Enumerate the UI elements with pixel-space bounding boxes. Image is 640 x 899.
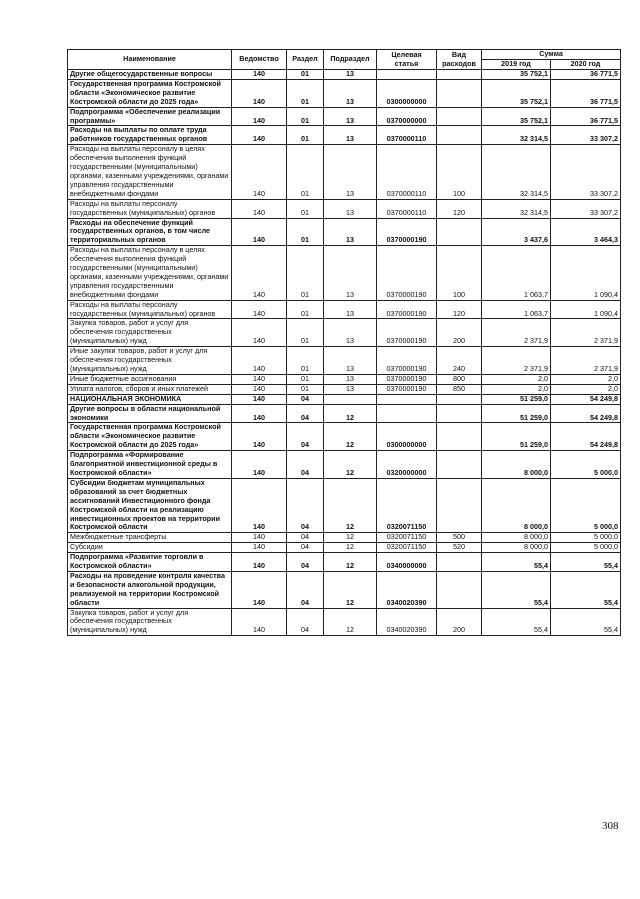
cell-dept: 140 xyxy=(232,608,287,636)
table-row xyxy=(68,553,621,572)
table-row xyxy=(68,533,621,543)
cell-name: Межбюджетные трансферты xyxy=(68,533,232,543)
cell-dept: 140 xyxy=(232,199,287,218)
cell-dept: 140 xyxy=(232,107,287,126)
table-row xyxy=(68,300,621,319)
cell-sum-2020: 5 000,0 xyxy=(551,533,621,543)
cell-subsection: 13 xyxy=(324,300,377,319)
cell-kind: 500 xyxy=(437,533,482,543)
cell-section: 04 xyxy=(287,394,324,404)
cell-subsection: 12 xyxy=(324,553,377,572)
table-row xyxy=(68,571,621,608)
cell-dept: 140 xyxy=(232,70,287,80)
cell-name: Иные бюджетные ассигнования xyxy=(68,374,232,384)
cell-kind xyxy=(437,394,482,404)
table-row xyxy=(68,394,621,404)
col-header-dept: Ведомство xyxy=(232,50,287,70)
cell-section: 01 xyxy=(287,300,324,319)
table-row xyxy=(68,451,621,479)
cell-name: Расходы на выплаты персоналу государственных (муниципальных) органов xyxy=(68,199,232,218)
cell-name: Государственная программа Костромской области «Экономическое развитие Костромской области до 2025 года» xyxy=(68,79,232,107)
cell-sum-2019: 32 314,5 xyxy=(482,145,551,199)
cell-sum-2019: 32 314,5 xyxy=(482,126,551,145)
cell-sum-2020: 5 000,0 xyxy=(551,543,621,553)
cell-name: Подпрограмма «Формирование благоприятной инвестиционной среды в Костромской области» xyxy=(68,451,232,479)
cell-kind: 800 xyxy=(437,374,482,384)
cell-name: Другие вопросы в области национальной экономики xyxy=(68,404,232,423)
cell-dept: 140 xyxy=(232,571,287,608)
cell-subsection: 13 xyxy=(324,218,377,246)
cell-sum-2019: 51 259,0 xyxy=(482,423,551,451)
cell-sum-2020: 55,4 xyxy=(551,571,621,608)
cell-subsection: 13 xyxy=(324,246,377,300)
cell-sum-2020: 36 771,5 xyxy=(551,70,621,80)
cell-dept: 140 xyxy=(232,404,287,423)
cell-subsection: 13 xyxy=(324,145,377,199)
cell-name: Подпрограмма «Развитие торговли в Костромской области» xyxy=(68,553,232,572)
cell-kind xyxy=(437,423,482,451)
cell-sum-2020: 36 771,5 xyxy=(551,79,621,107)
cell-kind xyxy=(437,218,482,246)
cell-sum-2019: 1 063,7 xyxy=(482,246,551,300)
cell-sum-2020: 55,4 xyxy=(551,553,621,572)
cell-sum-2020: 1 090,4 xyxy=(551,300,621,319)
cell-target: 0370000000 xyxy=(377,107,437,126)
cell-sum-2020: 55,4 xyxy=(551,608,621,636)
table-row xyxy=(68,145,621,199)
table-row xyxy=(68,79,621,107)
cell-sum-2019: 2 371,9 xyxy=(482,347,551,375)
col-header-2020: 2020 год xyxy=(551,60,621,70)
cell-target: 0370000110 xyxy=(377,199,437,218)
cell-sum-2019: 8 000,0 xyxy=(482,451,551,479)
cell-sum-2019: 35 752,1 xyxy=(482,70,551,80)
cell-kind: 520 xyxy=(437,543,482,553)
cell-subsection: 13 xyxy=(324,79,377,107)
cell-section: 01 xyxy=(287,347,324,375)
cell-target: 0370000190 xyxy=(377,374,437,384)
cell-target: 0340020390 xyxy=(377,608,437,636)
cell-sum-2020: 54 249,8 xyxy=(551,423,621,451)
cell-target: 0320071150 xyxy=(377,533,437,543)
cell-subsection: 13 xyxy=(324,107,377,126)
cell-name: Подпрограмма «Обеспечение реализации программы» xyxy=(68,107,232,126)
cell-section: 04 xyxy=(287,571,324,608)
cell-name: Другие общегосударственные вопросы xyxy=(68,70,232,80)
cell-target xyxy=(377,394,437,404)
cell-dept: 140 xyxy=(232,79,287,107)
table-row xyxy=(68,199,621,218)
cell-subsection: 12 xyxy=(324,533,377,543)
cell-section: 01 xyxy=(287,107,324,126)
cell-sum-2019: 51 259,0 xyxy=(482,394,551,404)
cell-kind xyxy=(437,571,482,608)
cell-subsection: 12 xyxy=(324,543,377,553)
cell-dept: 140 xyxy=(232,423,287,451)
cell-name: Субсидии бюджетам муниципальных образований за счет бюджетных ассигнований Инвестиционного фонда Костромской области на реализацию инвестиционных проектов на территории Костромской области xyxy=(68,478,232,532)
cell-sum-2020: 2 371,9 xyxy=(551,319,621,347)
cell-sum-2019: 8 000,0 xyxy=(482,478,551,532)
cell-subsection: 12 xyxy=(324,451,377,479)
cell-target: 0370000190 xyxy=(377,246,437,300)
cell-kind: 850 xyxy=(437,384,482,394)
cell-section: 01 xyxy=(287,126,324,145)
cell-subsection: 12 xyxy=(324,478,377,532)
cell-target: 0370000190 xyxy=(377,384,437,394)
cell-kind xyxy=(437,126,482,145)
cell-sum-2020: 36 771,5 xyxy=(551,107,621,126)
cell-name: Расходы на проведение контроля качества и безопасности алкогольной продукции, реализуемой на территории Костромской области xyxy=(68,571,232,608)
cell-sum-2020: 5 000,0 xyxy=(551,478,621,532)
cell-dept: 140 xyxy=(232,543,287,553)
cell-sum-2019: 55,4 xyxy=(482,571,551,608)
cell-section: 01 xyxy=(287,218,324,246)
table-row xyxy=(68,218,621,246)
cell-subsection: 12 xyxy=(324,423,377,451)
cell-sum-2020: 2 371,9 xyxy=(551,347,621,375)
cell-kind: 120 xyxy=(437,300,482,319)
cell-name: Субсидии xyxy=(68,543,232,553)
cell-sum-2020: 33 307,2 xyxy=(551,145,621,199)
cell-target: 0300000000 xyxy=(377,423,437,451)
cell-sum-2019: 2,0 xyxy=(482,384,551,394)
cell-section: 01 xyxy=(287,246,324,300)
cell-target: 0370000110 xyxy=(377,145,437,199)
cell-section: 01 xyxy=(287,384,324,394)
cell-dept: 140 xyxy=(232,218,287,246)
cell-sum-2020: 2,0 xyxy=(551,384,621,394)
cell-subsection: 12 xyxy=(324,608,377,636)
cell-target: 0320071150 xyxy=(377,543,437,553)
cell-name: Государственная программа Костромской области «Экономическое развитие Костромской области до 2025 года» xyxy=(68,423,232,451)
cell-section: 04 xyxy=(287,533,324,543)
cell-name: Уплата налогов, сборов и иных платежей xyxy=(68,384,232,394)
cell-section: 01 xyxy=(287,199,324,218)
cell-dept: 140 xyxy=(232,374,287,384)
cell-target: 0370000190 xyxy=(377,319,437,347)
cell-sum-2019: 35 752,1 xyxy=(482,107,551,126)
table-row xyxy=(68,347,621,375)
cell-subsection: 13 xyxy=(324,374,377,384)
cell-name: Закупка товаров, работ и услуг для обеспечения государственных (муниципальных) нужд xyxy=(68,608,232,636)
cell-dept: 140 xyxy=(232,553,287,572)
cell-name: Иные закупки товаров, работ и услуг для обеспечения государственных (муниципальных) нужд xyxy=(68,347,232,375)
cell-target xyxy=(377,404,437,423)
cell-sum-2020: 33 307,2 xyxy=(551,199,621,218)
cell-section: 01 xyxy=(287,319,324,347)
cell-subsection: 12 xyxy=(324,404,377,423)
col-header-sum: Сумма xyxy=(482,50,621,60)
cell-sum-2020: 3 464,3 xyxy=(551,218,621,246)
cell-section: 04 xyxy=(287,608,324,636)
budget-table xyxy=(67,49,621,636)
table-header xyxy=(68,50,621,70)
cell-subsection: 13 xyxy=(324,199,377,218)
cell-sum-2020: 33 307,2 xyxy=(551,126,621,145)
cell-section: 04 xyxy=(287,478,324,532)
cell-target: 0370000110 xyxy=(377,126,437,145)
cell-subsection: 12 xyxy=(324,571,377,608)
cell-sum-2019: 2 371,9 xyxy=(482,319,551,347)
cell-kind xyxy=(437,478,482,532)
cell-name: Расходы на обеспечение функций государственных органов, в том числе территориальных органов xyxy=(68,218,232,246)
cell-dept: 140 xyxy=(232,394,287,404)
cell-kind: 200 xyxy=(437,319,482,347)
cell-target: 0320071150 xyxy=(377,478,437,532)
table-body xyxy=(68,70,621,636)
cell-dept: 140 xyxy=(232,384,287,394)
cell-kind: 100 xyxy=(437,246,482,300)
cell-target xyxy=(377,70,437,80)
cell-sum-2020: 5 000,0 xyxy=(551,451,621,479)
cell-dept: 140 xyxy=(232,145,287,199)
table-row xyxy=(68,246,621,300)
cell-kind: 100 xyxy=(437,145,482,199)
col-header-name: Наименование xyxy=(68,50,232,70)
table-row xyxy=(68,543,621,553)
cell-section: 04 xyxy=(287,404,324,423)
cell-target: 0370000190 xyxy=(377,218,437,246)
table-row xyxy=(68,126,621,145)
cell-sum-2019: 1 063,7 xyxy=(482,300,551,319)
table-row xyxy=(68,70,621,80)
table-row xyxy=(68,319,621,347)
cell-subsection: 13 xyxy=(324,347,377,375)
cell-name: Расходы на выплаты персоналу в целях обеспечения выполнения функций государственными (муниципальными) органами, казенными учреждениями, органами управления государственными внебюджетными фондами xyxy=(68,246,232,300)
cell-sum-2019: 35 752,1 xyxy=(482,79,551,107)
table-row xyxy=(68,608,621,636)
cell-kind xyxy=(437,107,482,126)
cell-section: 01 xyxy=(287,145,324,199)
page-number: 308 xyxy=(602,820,619,832)
cell-section: 04 xyxy=(287,553,324,572)
table-row xyxy=(68,423,621,451)
col-header-kind: Вид расходов xyxy=(437,50,482,70)
cell-kind xyxy=(437,70,482,80)
cell-sum-2019: 55,4 xyxy=(482,608,551,636)
cell-kind: 240 xyxy=(437,347,482,375)
cell-kind: 200 xyxy=(437,608,482,636)
cell-subsection: 13 xyxy=(324,126,377,145)
table-row xyxy=(68,384,621,394)
cell-section: 04 xyxy=(287,451,324,479)
cell-sum-2019: 32 314,5 xyxy=(482,199,551,218)
col-header-target: Целевая статья xyxy=(377,50,437,70)
cell-kind: 120 xyxy=(437,199,482,218)
cell-target: 0370000190 xyxy=(377,347,437,375)
cell-kind xyxy=(437,553,482,572)
cell-name: НАЦИОНАЛЬНАЯ ЭКОНОМИКА xyxy=(68,394,232,404)
table-row xyxy=(68,374,621,384)
cell-dept: 140 xyxy=(232,347,287,375)
cell-dept: 140 xyxy=(232,246,287,300)
table-row xyxy=(68,107,621,126)
cell-dept: 140 xyxy=(232,451,287,479)
cell-section: 01 xyxy=(287,79,324,107)
cell-sum-2019: 55,4 xyxy=(482,553,551,572)
col-header-2019: 2019 год xyxy=(482,60,551,70)
cell-subsection xyxy=(324,394,377,404)
col-header-subsection: Подраздел xyxy=(324,50,377,70)
cell-section: 04 xyxy=(287,543,324,553)
cell-sum-2020: 1 090,4 xyxy=(551,246,621,300)
cell-sum-2019: 3 437,6 xyxy=(482,218,551,246)
cell-dept: 140 xyxy=(232,319,287,347)
cell-section: 01 xyxy=(287,374,324,384)
cell-subsection: 13 xyxy=(324,70,377,80)
cell-section: 01 xyxy=(287,70,324,80)
cell-target: 0340020390 xyxy=(377,571,437,608)
cell-sum-2020: 54 249,8 xyxy=(551,404,621,423)
cell-target: 0320000000 xyxy=(377,451,437,479)
cell-target: 0300000000 xyxy=(377,79,437,107)
cell-name: Закупка товаров, работ и услуг для обеспечения государственных (муниципальных) нужд xyxy=(68,319,232,347)
cell-kind xyxy=(437,451,482,479)
cell-sum-2020: 2,0 xyxy=(551,374,621,384)
cell-name: Расходы на выплаты персоналу государственных (муниципальных) органов xyxy=(68,300,232,319)
cell-dept: 140 xyxy=(232,300,287,319)
cell-sum-2019: 51 259,0 xyxy=(482,404,551,423)
cell-name: Расходы на выплаты персоналу в целях обеспечения выполнения функций государственными (муниципальными) органами, казенными учреждениями, органами управления государственными внебюджетными фондами xyxy=(68,145,232,199)
cell-sum-2019: 8 000,0 xyxy=(482,543,551,553)
cell-sum-2019: 2,0 xyxy=(482,374,551,384)
col-header-section: Раздел xyxy=(287,50,324,70)
cell-section: 04 xyxy=(287,423,324,451)
cell-target: 0370000190 xyxy=(377,300,437,319)
cell-kind xyxy=(437,404,482,423)
cell-kind xyxy=(437,79,482,107)
cell-subsection: 13 xyxy=(324,319,377,347)
table-row xyxy=(68,478,621,532)
cell-dept: 140 xyxy=(232,126,287,145)
cell-name: Расходы на выплаты по оплате труда работников государственных органов xyxy=(68,126,232,145)
cell-dept: 140 xyxy=(232,533,287,543)
table-row xyxy=(68,404,621,423)
cell-subsection: 13 xyxy=(324,384,377,394)
cell-target: 0340000000 xyxy=(377,553,437,572)
cell-dept: 140 xyxy=(232,478,287,532)
cell-sum-2019: 8 000,0 xyxy=(482,533,551,543)
cell-sum-2020: 54 249,8 xyxy=(551,394,621,404)
